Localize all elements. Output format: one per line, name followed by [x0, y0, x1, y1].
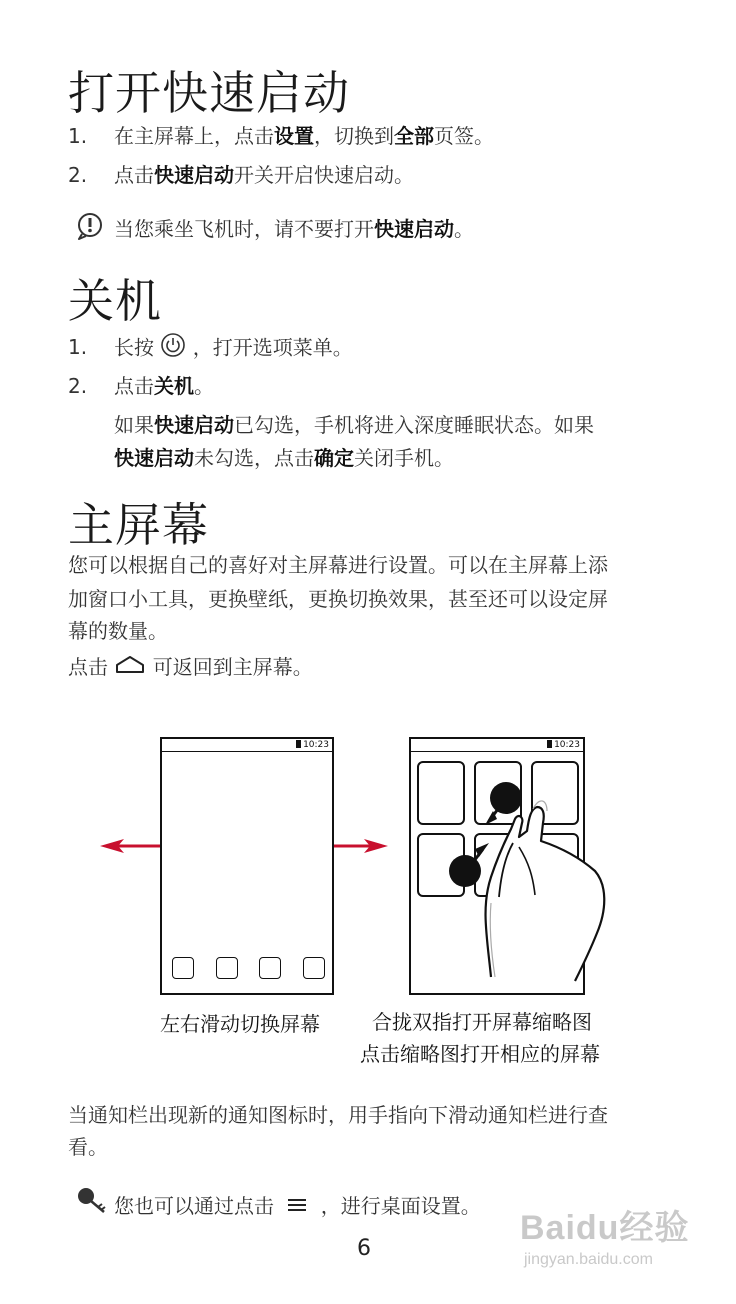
- settings-term: 设置: [274, 124, 314, 148]
- status-time: 10:23: [554, 740, 580, 750]
- notification-line-2: 看。: [68, 1135, 108, 1159]
- text: 未勾选，点击: [194, 446, 314, 470]
- text: 您也可以通过点击: [114, 1194, 274, 1218]
- quickboot-step-2-number: 2.: [68, 163, 88, 187]
- text: ，进行桌面设置。: [320, 1194, 481, 1218]
- quickboot-term: 快速启动: [154, 413, 234, 437]
- shutdown-paragraph-line-2: [114, 443, 454, 473]
- caption-swipe: 左右滑动切换屏幕: [160, 1012, 320, 1036]
- shutdown-step-1: [114, 332, 353, 366]
- dock: [170, 957, 330, 981]
- quickboot-step-2: [114, 160, 414, 190]
- quickboot-term: 快速启动: [154, 163, 234, 187]
- home-paragraph-line-3: 幕的数量。: [68, 619, 168, 643]
- watermark-url: jingyan.baidu.com: [524, 1251, 653, 1268]
- home-paragraph-line-1: 您可以根据自己的喜好对主屏幕进行设置。可以在主屏幕上添: [68, 553, 608, 577]
- text: 页签。: [434, 124, 494, 148]
- home-key-icon: [114, 654, 146, 684]
- menu-icon: [280, 1193, 314, 1223]
- text: 点击: [114, 163, 154, 187]
- section-title-home: 主屏幕: [68, 498, 209, 552]
- quickboot-step-1: [114, 121, 494, 151]
- home-paragraph-line-2: 加窗口小工具，更换壁纸，更换切换效果，甚至还可以设定屏: [68, 587, 608, 611]
- shutdown-step-2: [114, 371, 214, 401]
- warning-icon: [76, 212, 106, 244]
- touch-point-upper: [490, 782, 522, 814]
- status-time: 10:23: [303, 740, 329, 750]
- dock-app-icon: [259, 957, 281, 979]
- text: 已勾选，手机将进入深度睡眠状态。如果: [234, 413, 594, 437]
- status-bar: [162, 739, 332, 752]
- text: 点击: [114, 374, 154, 398]
- text: 关闭手机。: [354, 446, 454, 470]
- power-button-icon: [160, 332, 186, 366]
- shutdown-step-2-number: 2.: [68, 374, 88, 398]
- dock-app-icon: [303, 957, 325, 979]
- page-number: 6: [357, 1236, 371, 1261]
- section-title-shutdown: 关机: [68, 274, 162, 328]
- quickboot-step-1-number: 1.: [68, 124, 88, 148]
- text: 可返回到主屏幕。: [152, 655, 313, 679]
- dock-app-icon: [172, 957, 194, 979]
- caption-tap-thumbnail: 点击缩略图打开相应的屏幕: [360, 1042, 600, 1066]
- text: ，切换到: [314, 124, 394, 148]
- text: 在主屏幕上，点击: [114, 124, 274, 148]
- notification-line-1: 当通知栏出现新的通知图标时，用手指向下滑动通知栏进行查: [68, 1103, 608, 1127]
- shutdown-paragraph-line-1: [114, 410, 594, 440]
- section-title-quickboot: 打开快速启动: [68, 66, 350, 120]
- battery-icon: [296, 740, 301, 748]
- text: 当您乘坐飞机时，请不要打开: [114, 217, 374, 241]
- tip-line: [114, 1191, 481, 1223]
- baidu-watermark: [520, 1200, 720, 1269]
- hand-icon: [486, 801, 605, 981]
- dock-app-icon: [216, 957, 238, 979]
- home-return-line: [68, 652, 313, 684]
- text: 。: [194, 374, 214, 398]
- tip-key-icon: [76, 1186, 110, 1220]
- text: 开关开启快速启动。: [234, 163, 414, 187]
- pinch-gesture-illustration: [409, 737, 613, 997]
- airplane-note: [114, 214, 474, 244]
- shutdown-step-1-number: 1.: [68, 335, 88, 359]
- quickboot-term: 快速启动: [114, 446, 194, 470]
- text: 。: [454, 217, 474, 241]
- text: ，打开选项菜单。: [192, 335, 353, 360]
- caption-pinch: 合拢双指打开屏幕缩略图: [372, 1010, 592, 1034]
- quickboot-term: 快速启动: [374, 217, 454, 241]
- confirm-term: 确定: [314, 446, 354, 470]
- text: 如果: [114, 413, 154, 437]
- text: 点击: [68, 655, 108, 679]
- shutdown-term: 关机: [154, 374, 194, 398]
- watermark-brand: Baidu经验: [520, 1209, 690, 1247]
- all-tab-term: 全部: [394, 124, 434, 148]
- phone-screen-swipe: [160, 737, 334, 995]
- text: 长按: [114, 335, 154, 360]
